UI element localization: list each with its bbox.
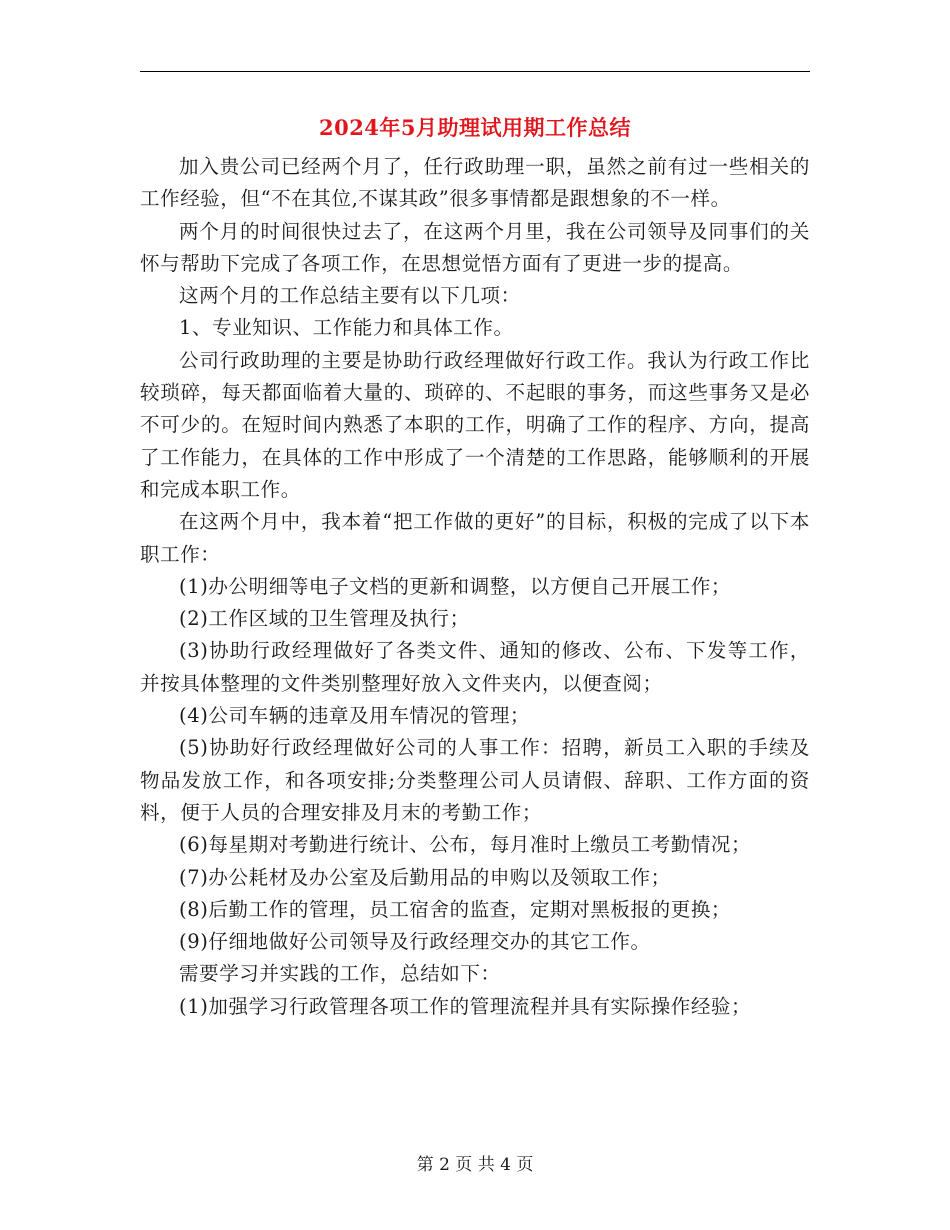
list-item: (9)仔细地做好公司领导及行政经理交办的其它工作。 [179,930,651,954]
list-item: (7)办公耗材及办公室及后勤用品的申购以及领取工作； [179,865,671,889]
paragraph: 两个月的时间很快过去了，在这两个月里，我在公司领导及同事们的关怀与帮助下完成了各项工作，在思想觉悟方面有了更进一步的提高。 [140,219,810,275]
page-number-footer: 第 2 页 共 4 页 [416,1155,534,1175]
paragraph: 这两个月的工作总结主要有以下几项： [179,284,521,308]
document-title: 2024年5月助理试用期工作总结 [318,115,632,140]
paragraph: 加入贵公司已经两个月了，任行政助理一职，虽然之前有过一些相关的工作经验，但“不在其位,不谋其政”很多事情都是跟想象的不一样。 [140,155,810,211]
paragraph: 在这两个月中，我本着“把工作做的更好”的目标，积极的完成了以下本职工作： [140,510,810,566]
list-item: (1)办公明细等电子文档的更新和调整，以方便自己开展工作； [179,574,732,598]
document-body [140,151,810,1023]
paragraph: 公司行政助理的主要是协助行政经理做好行政工作。我认为行政工作比较琐碎，每天都面临着大量的、琐碎的、不起眼的事务，而这些事务又是必不可少的。在短时间内熟悉了本职的工作，明确了工作的程序、方向，提高了工作能力，在具体的工作中形成了一个清楚的工作思路，能够顺利的开展和完成本职工作。 [140,348,810,501]
header-rule [140,71,810,72]
list-item: (3)协助行政经理做好了各类文件、通知的修改、公布、下发等工作，并按具体整理的文件类别整理好放入文件夹内，以便查阅； [140,639,810,695]
list-item: (5)协助好行政经理做好公司的人事工作：招聘，新员工入职的手续及物品发放工作，和各项安排;分类整理公司人员请假、辞职、工作方面的资料，便于人员的合理安排及月末的考勤工作； [140,736,810,824]
list-item: (1)加强学习行政管理各项工作的管理流程并具有实际操作经验； [179,994,752,1018]
list-item: (8)后勤工作的管理，员工宿舍的监查，定期对黑板报的更换； [179,897,732,921]
paragraph: 需要学习并实践的工作，总结如下： [179,962,501,986]
section-heading: 1、专业知识、工作能力和具体工作。 [179,316,514,340]
list-item: (6)每星期对考勤进行统计、公布，每月准时上缴员工考勤情况； [179,833,752,857]
list-item: (4)公司车辆的违章及用车情况的管理； [179,704,531,728]
list-item: (2)工作区域的卫生管理及执行； [179,607,470,631]
